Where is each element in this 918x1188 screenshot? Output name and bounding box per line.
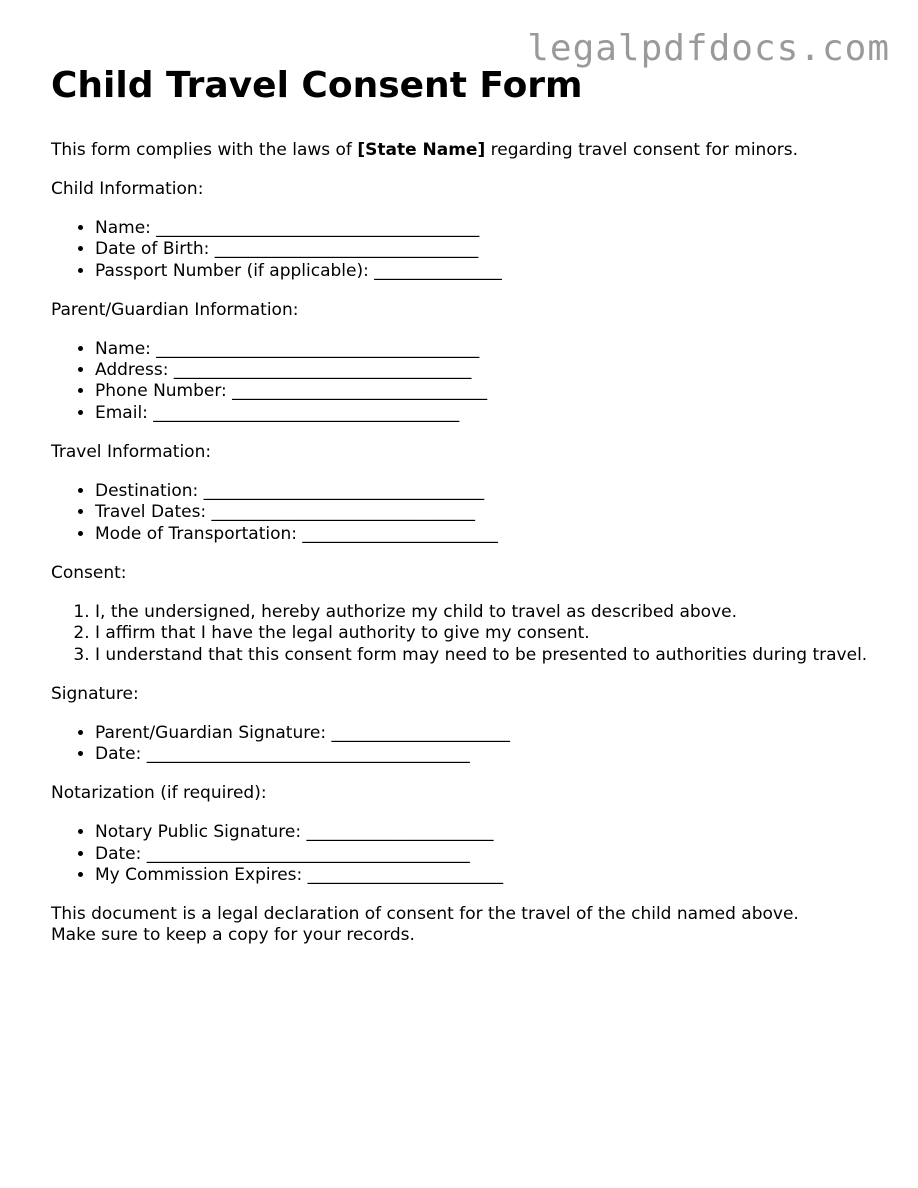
notary-list <box>51 822 871 886</box>
footer-line-2: Make sure to keep a copy for your records. <box>51 925 415 946</box>
consent-item: 3. I understand that this consent form may need to be presented to authorities during travel. <box>95 645 871 666</box>
signature-section-heading: Signature: <box>51 683 139 704</box>
child-dob-field: • Date of Birth: _______________________________ <box>95 239 871 260</box>
travel-transport-field: • Mode of Transportation: _______________________ <box>95 524 871 545</box>
child-section-heading: Child Information: <box>51 179 204 199</box>
signature-date-field: • Date: ______________________________________ <box>95 744 871 765</box>
watermark: legalpdfdocs.com <box>527 28 890 69</box>
footer-text <box>51 904 871 946</box>
parent-phone-field: • Phone Number: ______________________________ <box>95 381 871 402</box>
child-name-field: • Name: ______________________________________ <box>95 218 871 239</box>
travel-dates-field: • Travel Dates: _______________________________ <box>95 502 871 523</box>
intro-before: This form complies with the laws of <box>51 140 358 160</box>
consent-item: 2. I affirm that I have the legal authority to give my consent. <box>95 623 871 644</box>
guardian-signature-field: • Parent/Guardian Signature: _____________________ <box>95 723 871 744</box>
parent-name-field: • Name: ______________________________________ <box>95 339 871 360</box>
child-info-list <box>51 218 871 282</box>
parent-section-heading: Parent/Guardian Information: <box>51 299 299 320</box>
intro-text <box>51 140 871 161</box>
consent-item: 1. I, the undersigned, hereby authorize my child to travel as described above. <box>95 602 871 623</box>
commission-expires-field: • My Commission Expires: _______________________ <box>95 865 871 886</box>
footer-line-1: This document is a legal declaration of consent for the travel of the child named above. <box>51 904 799 925</box>
notary-date-field: • Date: ______________________________________ <box>95 844 871 865</box>
form-title: Child Travel Consent Form <box>51 65 583 106</box>
travel-section-heading: Travel Information: <box>51 442 212 463</box>
signature-list <box>51 723 871 766</box>
child-passport-field: • Passport Number (if applicable): _______________ <box>95 261 871 282</box>
parent-info-list <box>51 339 871 424</box>
parent-email-field: • Email: ____________________________________ <box>95 403 871 424</box>
consent-list <box>51 602 871 666</box>
travel-info-list <box>51 481 871 545</box>
state-name-placeholder: [State Name] <box>357 140 486 160</box>
consent-section-heading: Consent: <box>51 562 127 583</box>
notary-section-heading: Notarization (if required): <box>51 783 267 804</box>
intro-after: regarding travel consent for minors. <box>485 140 798 160</box>
parent-address-field: • Address: ___________________________________ <box>95 360 871 381</box>
document-page <box>51 60 871 964</box>
travel-destination-field: • Destination: _________________________________ <box>95 481 871 502</box>
notary-signature-field: • Notary Public Signature: ______________________ <box>95 822 871 843</box>
